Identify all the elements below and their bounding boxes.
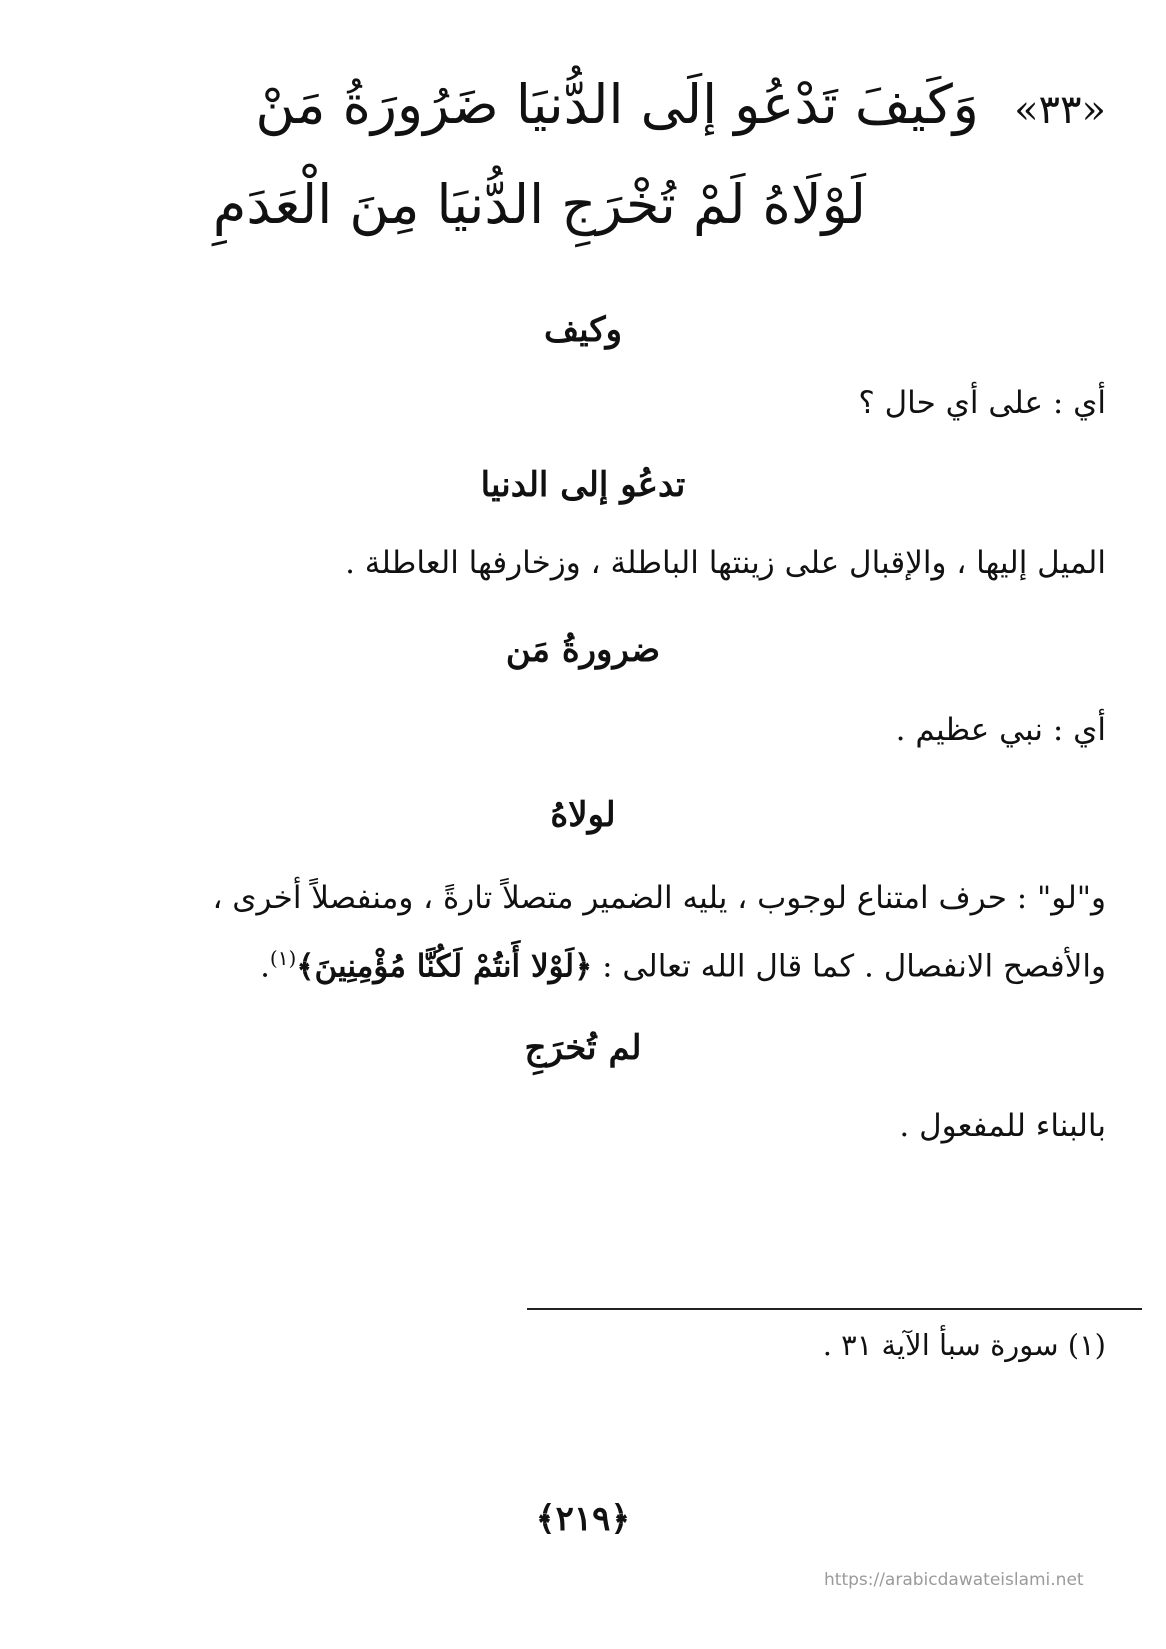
verse-line-1-text: وَكَيفَ تَدْعُو إلَى الدُّنيَا ضَرُورَةُ مَنْ [255,73,979,136]
heading-darura: ضرورةُ مَن [505,630,661,670]
paragraph-lam-tukhraj: بالبناء للمفعول . [899,1108,1106,1144]
heading-kayfa: وكيف [543,310,623,350]
heading-lawlahu: لولاهُ [550,795,616,835]
footnote-divider [527,1308,1142,1310]
verse-line-2: لَوْلَاهُ لَمْ تُخْرَجِ الدُّنيَا مِنَ الْعَدَمِ [212,173,866,236]
heading-lam-tukhraj: لم تُخرَجِ [524,1028,642,1068]
watermark-url: https://arabicdawateislami.net [824,1570,1084,1590]
paragraph-lawlahu-text: و"لو" : حرف امتناع لوجوب ، يليه الضمير متصلاً تارةً ، ومنفصلاً أخرى ، والأفصح الانفصال . كما قال الله تعالى : [212,880,1106,985]
paragraph-darura: أي : نبي عظيم . [895,712,1106,748]
footnote: (١) سورة سبأ الآية ٣١ . [822,1328,1106,1362]
page-number: ﴿٢١٩﴾ [535,1499,631,1539]
paragraph-tadu: الميل إليها ، والإقبال على زينتها الباطلة ، وزخارفها العاطلة . [345,545,1106,581]
paragraph-lawlahu [100,868,1106,996]
verse-line-1 [255,73,1106,136]
verse-number: «٣٣» [1014,87,1106,133]
paragraph-lawlahu-end: . [260,948,270,985]
quran-quote: ﴿لَوْلا أَنتُمْ لَكُنَّا مُؤْمِنِينَ﴾ [296,948,593,985]
heading-tadu: تدعُو إلى الدنيا [480,465,686,505]
paragraph-kayfa: أي : على أي حال ؟ [858,385,1106,421]
footnote-ref: (١) [269,946,297,970]
